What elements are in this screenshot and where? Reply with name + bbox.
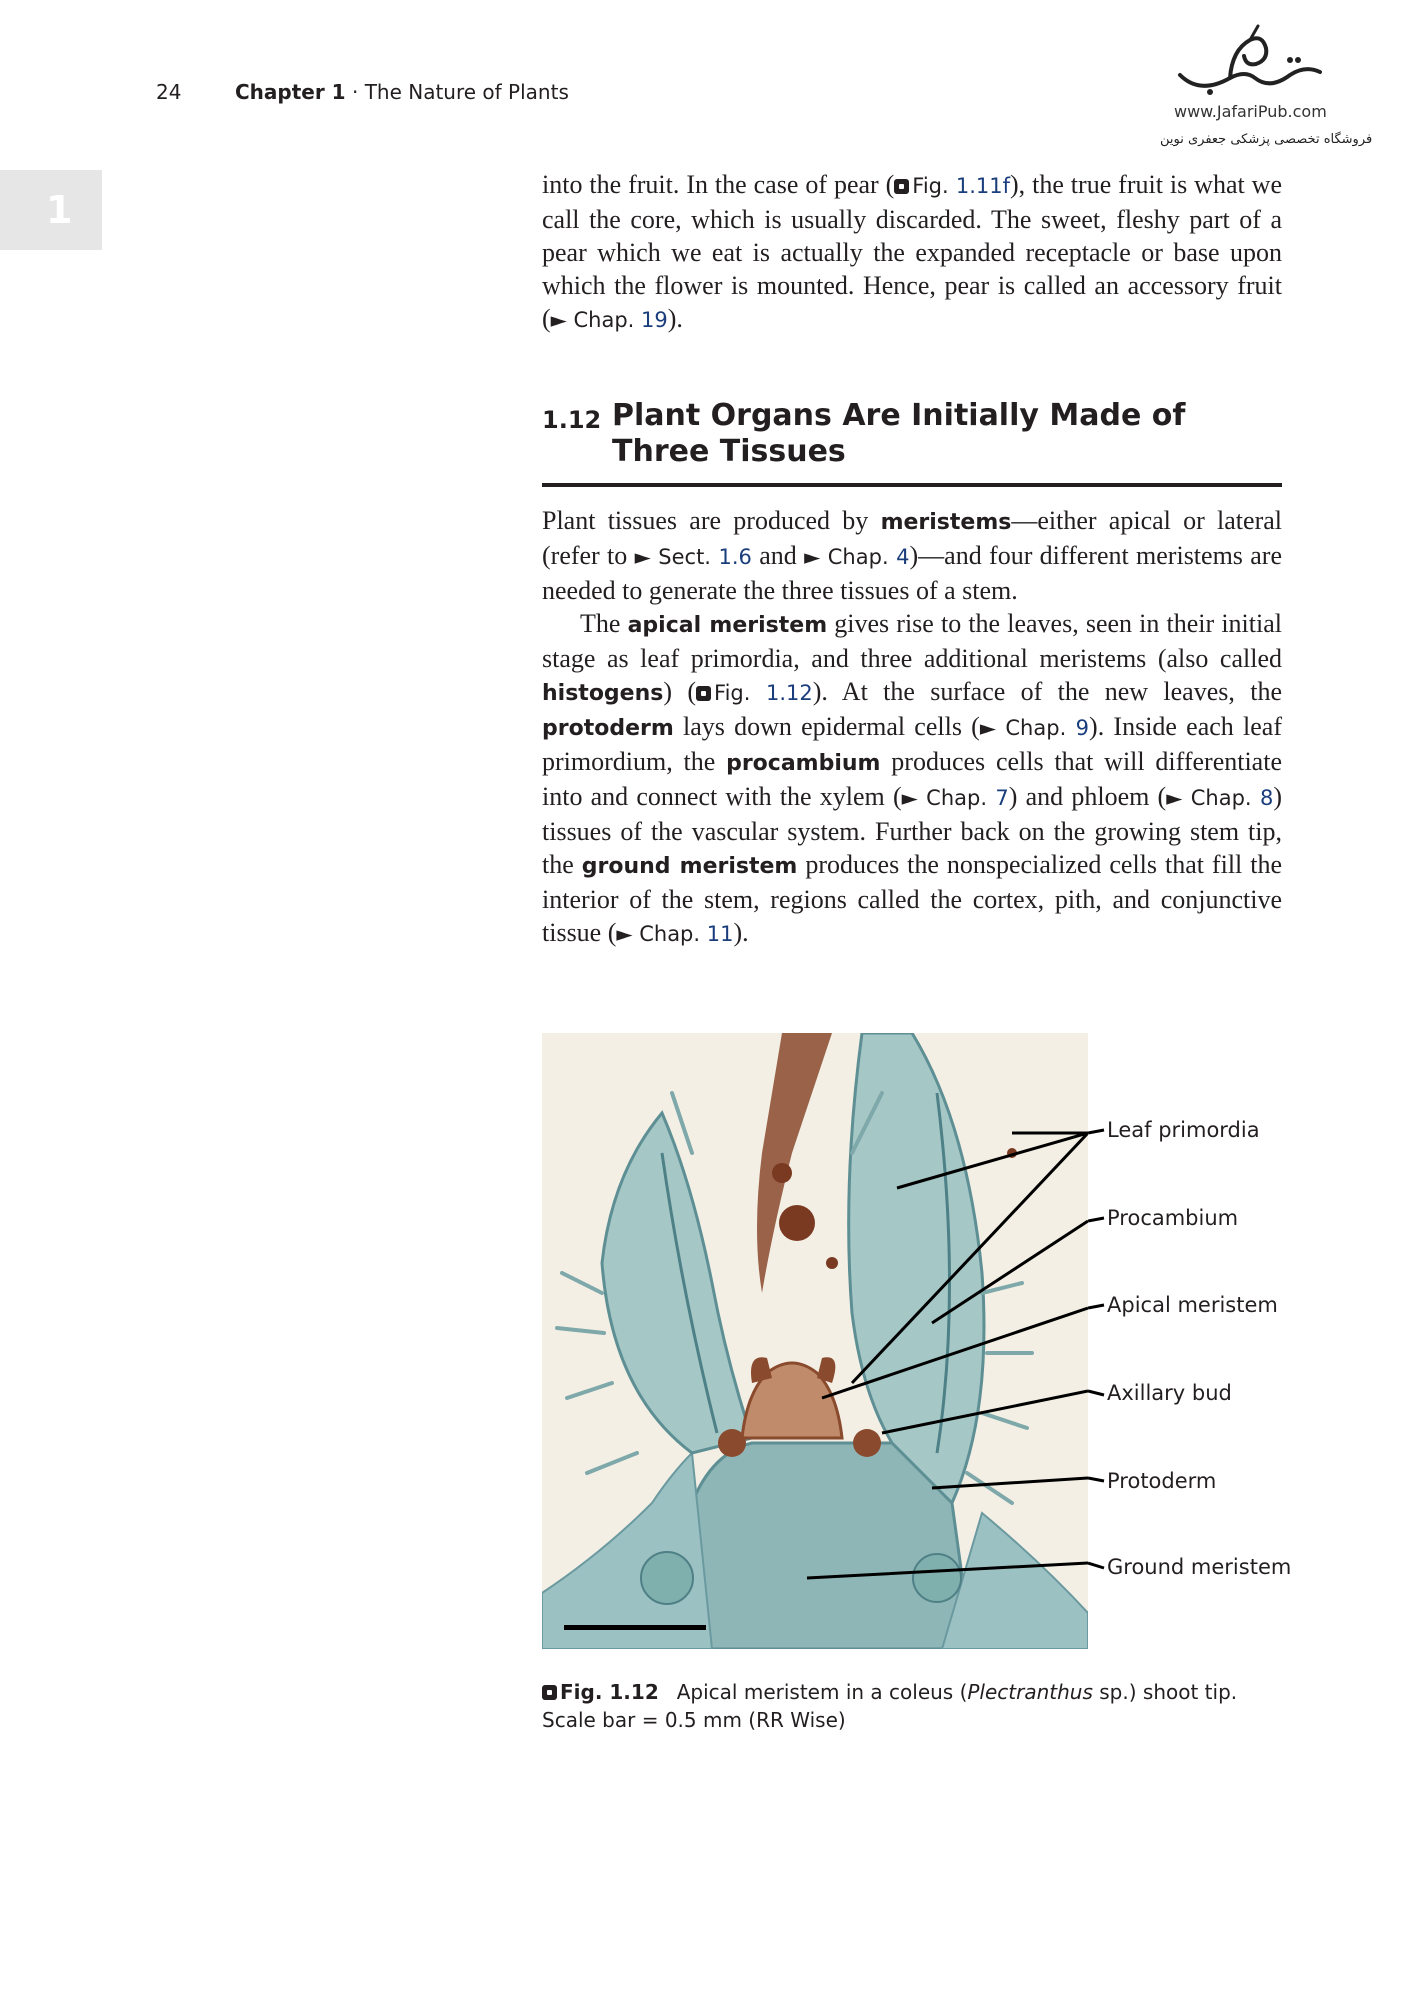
term-protoderm: protoderm	[542, 716, 674, 741]
term-ground-meristem: ground meristem	[581, 854, 798, 879]
term-procambium: procambium	[726, 751, 881, 776]
header-separator: ·	[345, 80, 365, 104]
label-procambium: Procambium	[1107, 1206, 1239, 1230]
intro-text: into the fruit. In the case of pear ( Fig. 1.11f), the true fruit is what we call the core, which is usually discarded. The sweet, fleshy part of a pear which we eat is actually the expanded receptacle or base upon which the flower is mounted. Hence, pear is called an accessory fruit (► Chap. 19).	[542, 170, 1282, 333]
label-protoderm: Protoderm	[1107, 1469, 1217, 1493]
figure-box-icon	[542, 1685, 557, 1700]
logo-tagline: فروشگاه تخصصی پزشکی جعفری نوین	[1160, 132, 1373, 147]
chap-4-link[interactable]: ► Chap. 4	[804, 545, 910, 569]
fig-1-11f-link[interactable]: Fig. 1.11f	[894, 174, 1010, 198]
label-apical-meristem: Apical meristem	[1107, 1293, 1278, 1317]
chap-7-link[interactable]: ► Chap. 7	[901, 786, 1009, 810]
shoot-tip-micrograph	[542, 1033, 1088, 1649]
figure-caption: Fig. 1.12 Apical meristem in a coleus (Plectranthus sp.) shoot tip. Scale bar = 0.5 mm (RR Wise)	[542, 1680, 1238, 1732]
chapter-tab-number: 1	[46, 188, 73, 232]
fig-1-12-link[interactable]: Fig. 1.12	[696, 681, 813, 705]
paragraph-1: Plant tissues are produced by meristems—either apical or lateral (refer to ► Sect. 1.6 and ► Chap. 4)—and four different meristems are needed to generate the three tissues of a stem.	[542, 506, 1282, 605]
logo-calligraphy-icon	[1170, 20, 1330, 100]
section-number: 1.12	[542, 406, 602, 434]
section-rule	[542, 483, 1282, 487]
chap-8-link[interactable]: ► Chap. 8	[1166, 786, 1274, 810]
caption-genus: Plectranthus	[967, 1680, 1093, 1704]
publisher-logo	[1160, 20, 1373, 150]
chap-19-link[interactable]: ► Chap. 19	[550, 308, 668, 332]
page-number: 24	[156, 80, 182, 104]
figure-box-icon	[894, 179, 909, 194]
caption-label: Fig. 1.12	[560, 1680, 659, 1704]
label-leaf-primordia: Leaf primordia	[1107, 1118, 1260, 1142]
intro-paragraph	[542, 168, 1282, 337]
micrograph-figure	[542, 1033, 1088, 1649]
chap-11-link[interactable]: ► Chap. 11	[616, 922, 734, 946]
chap-9-link[interactable]: ► Chap. 9	[979, 716, 1090, 740]
paragraph-2: The apical meristem gives rise to the leaves, seen in their initial stage as leaf primordia, and three additional meristems (also called histogens) ( Fig. 1.12). At the surface of the new leaves, the protoderm lays down epidermal cells (► Chap. 9). Inside each leaf primordium, the procambium produces cells that will differentiate into and connect with the xylem (► Chap. 7) and phloem (► Chap. 8) tissues of the vascular system. Further back on the growing stem tip, the ground meristem produces the nonspecialized cells that fill the interior of the stem, regions called the cortex, pith, and conjunctive tissue (► Chap. 11).	[542, 609, 1282, 947]
running-head	[235, 80, 569, 104]
term-meristems: meristems	[880, 510, 1012, 535]
chapter-tab	[0, 170, 102, 250]
logo-url[interactable]: www.JafariPub.com	[1174, 102, 1327, 121]
leader-lines	[1088, 1033, 1108, 1649]
section-body	[542, 504, 1282, 951]
figure-box-icon	[696, 686, 711, 701]
label-ground-meristem: Ground meristem	[1107, 1555, 1292, 1579]
section-title: Plant Organs Are Initially Made of Three Tissues	[612, 398, 1186, 469]
term-apical-meristem: apical meristem	[627, 613, 828, 638]
chapter-title: The Nature of Plants	[364, 80, 569, 104]
sect-1-6-link[interactable]: ► Sect. 1.6	[634, 545, 752, 569]
label-axillary-bud: Axillary bud	[1107, 1381, 1232, 1405]
term-histogens: histogens	[542, 681, 664, 706]
chapter-label: Chapter 1	[235, 80, 346, 104]
